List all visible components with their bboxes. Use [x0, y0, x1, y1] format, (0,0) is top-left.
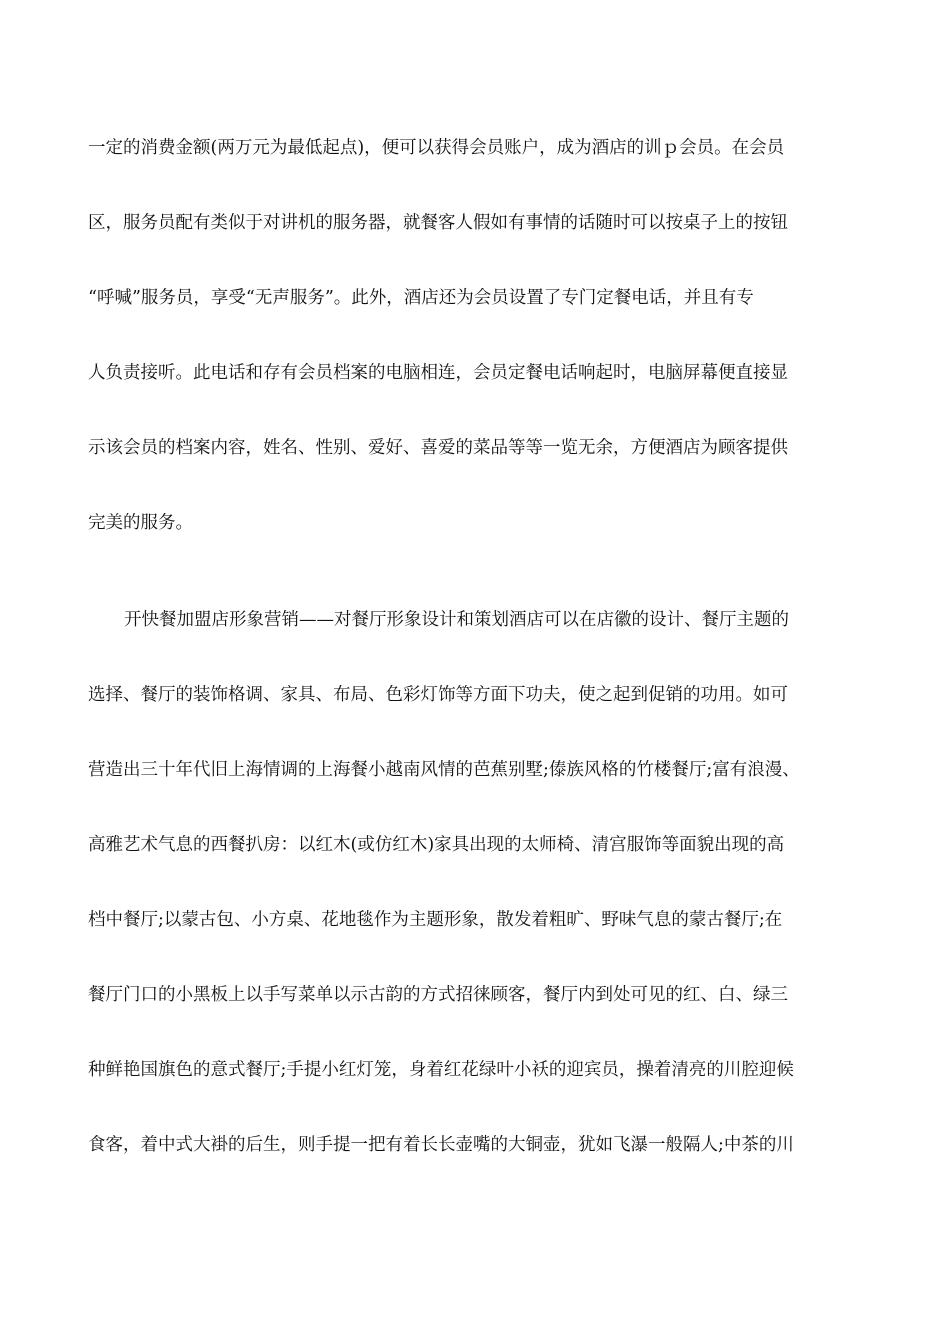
text-line: 开快餐加盟店形象营销——对餐厅形象设计和策划酒店可以在店徽的设计、餐厅主题的: [124, 610, 789, 630]
text-line: 示该会员的档案内容，姓名、性别、爱好、喜爱的菜品等等一览无余，方便酒店为顾客提供: [88, 438, 788, 458]
text-line: 营造出三十年代旧上海情调的上海餐小越南风情的芭蕉别墅;傣族风格的竹楼餐厅;富有浪漫、: [88, 760, 800, 780]
text-line: 种鲜艳国旗色的意式餐厅;手提小红灯笼，身着红花绿叶小袄的迎宾员，操着清亮的川腔迎候: [88, 1060, 794, 1080]
text-line: 食客，着中式大褂的后生，则手提一把有着长长壶嘴的大铜壶，犹如飞瀑一般隔人;中茶的川: [88, 1135, 794, 1155]
text-line: 完美的服务。: [88, 513, 193, 533]
text-line: 餐厅门口的小黑板上以手写菜单以示古韵的方式招徕顾客，餐厅内到处可见的红、白、绿三: [88, 985, 788, 1005]
text-line: 人负责接听。此电话和存有会员档案的电脑相连，会员定餐电话响起时，电脑屏幕便直接显: [88, 363, 788, 383]
text-line: 高雅艺术气息的西餐扒房：以红木(或仿红木)家具出现的太师椅、清宫服饰等面貌出现的高: [88, 835, 785, 855]
text-line: 一定的消费金额(两万元为最低起点)，便可以获得会员账户，成为酒店的训ｐ会员。在会员: [88, 138, 785, 158]
text-line: “呼喊”服务员，享受“无声服务”。此外，酒店还为会员设置了专门定餐电话，并且有专: [88, 288, 754, 308]
text-line: 选择、餐厅的装饰格调、家具、布局、色彩灯饰等方面下功夫，使之起到促销的功用。如可: [88, 685, 788, 705]
text-line: 档中餐厅;以蒙古包、小方桌、花地毯作为主题形象，散发着粗旷、野味气息的蒙古餐厅;在: [88, 910, 783, 930]
text-line: 区，服务员配有类似于对讲机的服务器，就餐客人假如有事情的话随时可以按桌子上的按钮: [88, 213, 788, 233]
